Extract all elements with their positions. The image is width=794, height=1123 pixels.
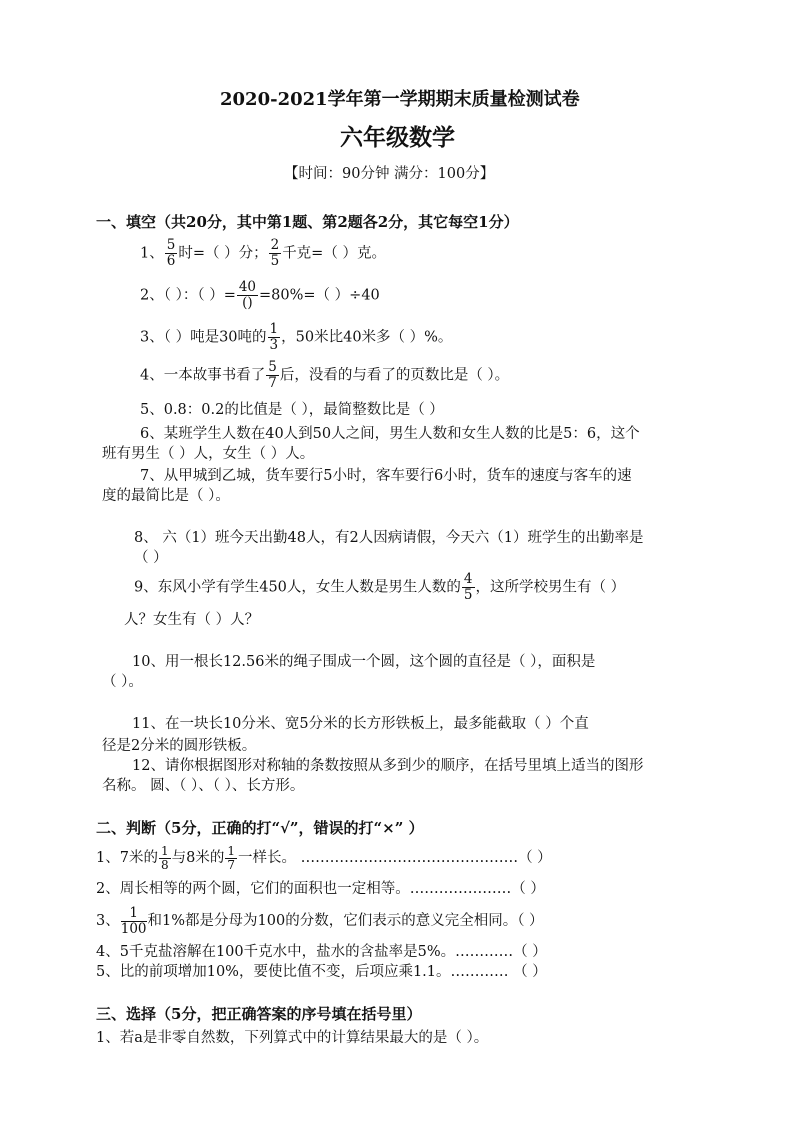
question-1-10-line2: （ ）。 — [102, 674, 143, 690]
denominator: () — [242, 295, 253, 311]
fraction — [462, 572, 475, 603]
judge-2: 2、周长相等的两个圆，它们的面积也一定相等。…………………（ ） — [96, 881, 545, 897]
question-1-11-line2: 径是2分米的圆形铁板。 — [102, 738, 257, 754]
denominator: 6 — [166, 253, 176, 269]
question-1-8-line2: （ ） — [134, 550, 168, 566]
q-text: 9、东风小学有学生450人，女生人数是男生人数的 — [134, 579, 461, 596]
q-text: 一样长。 ………………………………………（ ） — [237, 850, 552, 866]
denominator: 7 — [227, 857, 235, 872]
judge-4: 4、5千克盐溶解在100千克水中，盐水的含盐率是5%。…………（ ） — [96, 944, 547, 960]
question-1-10-line1: 10、用一根长12.56米的绳子围成一个圆，这个圆的直径是（ ），面积是 — [132, 654, 596, 670]
denominator: 5 — [270, 253, 280, 269]
numerator: 1 — [269, 321, 279, 337]
q-text: ，这所学校男生有（ ） — [475, 579, 626, 596]
fraction — [269, 238, 282, 269]
denominator: 5 — [463, 587, 473, 603]
denominator: 7 — [268, 375, 277, 391]
fraction — [121, 906, 147, 937]
fraction — [225, 845, 237, 872]
q-text: 4、一本故事书看了 — [140, 367, 266, 384]
fraction — [159, 845, 171, 872]
question-1-6-line1: 6、某班学生人数在40人到50人之间，男生人数和女生人数的比是5：6，这个 — [140, 426, 640, 442]
denominator: 100 — [120, 920, 147, 937]
choice-1: 1、若a是非零自然数，下列算式中的计算结果最大的是（ ）。 — [96, 1030, 489, 1046]
question-1-12-line1: 12、请你根据图形对称轴的条数按照从多到少的顺序，在括号里填上适当的图形 — [132, 758, 644, 774]
question-1-2 — [140, 280, 380, 311]
numerator: 5 — [268, 359, 277, 375]
q-text: 千克=（ ）克。 — [282, 245, 386, 262]
q-text: =80%=（ ）÷40 — [259, 287, 380, 304]
denominator: 8 — [160, 857, 169, 872]
numerator: 40 — [238, 279, 257, 295]
q-text: 1、7米的 — [96, 850, 158, 866]
question-1-5: 5、0.8：0.2的比值是（ ），最简整数比是（ ） — [140, 402, 444, 418]
numerator: 4 — [463, 571, 473, 587]
q-text: 和1%都是分母为100的分数，它们表示的意义完全相同。（ ） — [147, 913, 544, 929]
question-1-3 — [140, 322, 452, 353]
question-1-7-line2: 度的最简比是（ ）。 — [102, 488, 230, 504]
q-text: 时=（ ）分； — [178, 245, 268, 262]
fraction — [165, 238, 178, 269]
numerator: 1 — [227, 843, 235, 858]
fraction — [237, 280, 258, 311]
section-3-title: 三、选择（5分，把正确答案的序号填在括号里） — [96, 1005, 422, 1023]
question-1-7-line1: 7、从甲城到乙城，货车要行5小时，客车要行6小时，货车的速度与客车的速 — [140, 468, 632, 484]
question-1-12-line2: 名称。 圆、（ ）、（ ）、长方形。 — [102, 778, 305, 794]
numerator: 2 — [270, 237, 280, 253]
section-2-title: 二、判断（5分，正确的打“√”，错误的打“×” ） — [96, 819, 424, 837]
fraction — [266, 360, 279, 391]
q-text: ，50米比40米多（ ）%。 — [281, 329, 453, 346]
judge-1 — [96, 843, 552, 873]
exam-title: 2020-2021学年第一学期期末质量检测试卷 — [220, 89, 580, 110]
section-1-title: 一、填空（共20分，其中第1题、第2题各2分，其它每空1分） — [96, 213, 519, 231]
q-text: 后，没看的与看了的页数比是（ ）。 — [279, 367, 510, 384]
question-1-4 — [140, 360, 509, 391]
exam-meta: 【时间：90分钟 满分：100分】 — [284, 166, 495, 182]
q-text: 3、（ ）吨是30吨的 — [140, 329, 267, 346]
numerator: 1 — [160, 843, 169, 858]
q-text: 2、（ ）：（ ）= — [140, 287, 236, 304]
fraction — [268, 322, 281, 353]
q-text: 1、 — [140, 245, 164, 262]
numerator: 1 — [121, 906, 147, 922]
question-1-11-line1: 11、在一块长10分米、宽5分米的长方形铁板上，最多能截取（ ）个直 — [132, 716, 589, 732]
question-1-9-line2: 人？女生有（ ）人？ — [124, 612, 260, 628]
question-1-8-line1: 8、 六（1）班今天出勤48人，有2人因病请假，今天六（1）班学生的出勤率是 — [134, 530, 644, 546]
subject-title: 六年级数学 — [340, 124, 455, 151]
numerator: 5 — [166, 237, 176, 253]
judge-5: 5、比的前项增加10%，要使比值不变，后项应乘1.1。………… （ ） — [96, 964, 547, 980]
q-text: 与8米的 — [171, 850, 225, 866]
question-1-6-line2: 班有男生（ ）人，女生（ ）人。 — [102, 446, 315, 462]
q-text: 3、 — [96, 913, 120, 929]
question-1-1 — [140, 238, 386, 269]
denominator: 3 — [269, 337, 279, 353]
judge-3 — [96, 904, 544, 938]
question-1-9-line1 — [134, 572, 625, 603]
